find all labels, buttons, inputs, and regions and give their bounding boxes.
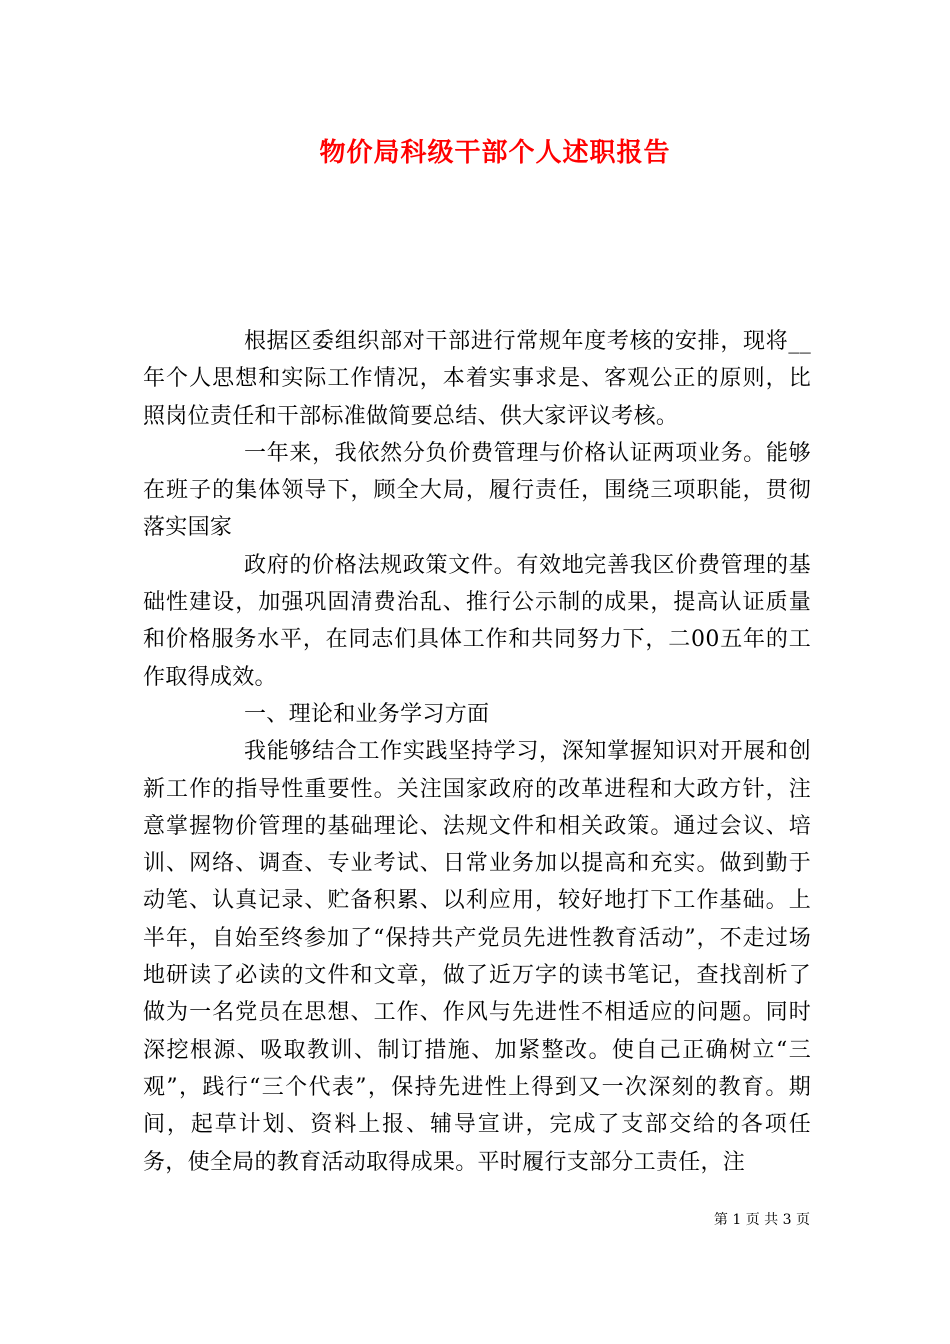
document-title: 物价局科级干部个人述职报告 [319,138,671,168]
section-heading-study: 一、理论和业务学习方面 [244,701,490,727]
page-number: 第 1 页 共 3 页 [713,1212,810,1228]
paragraph-overview: 一年来，我依然分负价费管理与价格认证两项业务。能够在班子的集体领导下，顾全大局，履行责任，围绕三项职能，贯彻落实国家 [143,440,811,541]
paragraph-study: 我能够结合工作实践坚持学习，深知掌握知识对开展和创新工作的指导性重要性。关注国家政府的改革进程和大政方针，注意掌握物价管理的基础理论、法规文件和相关政策。通过会议、培训、网络、调查、专业考试、日常业务加以提高和充实。做到勤于动笔、认真记录、贮备积累、以利应用，较好地打下工作基础。上半年，自始至终参加了“保持共产党员先进性教育活动”，不走过场地研读了必读的文件和文章，做了近万字的读书笔记，查找剖析了做为一名党员在思想、工作、作风与先进性不相适应的问题。同时深挖根源、吸取教训、制订措施、加紧整改。使自己正确树立“三观”，践行“三个代表”，保持先进性上得到又一次深刻的教育。期间，起草计划、资料上报、辅导宣讲，完成了支部交给的各项任务，使全局的教育活动取得成果。平时履行支部分工责任，注 [143,739,811,1175]
document-body [143,323,811,1181]
paragraph-intro: 根据区委组织部对干部进行常规年度考核的安排，现将__年个人思想和实际工作情况，本着实事求是、客观公正的原则，比照岗位责任和干部标准做简要总结、供大家评议考核。 [143,329,811,429]
paragraph-achievements: 政府的价格法规政策文件。有效地完善我区价费管理的基础性建设，加强巩固清费治乱、推行公示制的成果，提高认证质量和价格服务水平，在同志们具体工作和共同努力下，二00五年的工作取得成效。 [143,552,811,690]
